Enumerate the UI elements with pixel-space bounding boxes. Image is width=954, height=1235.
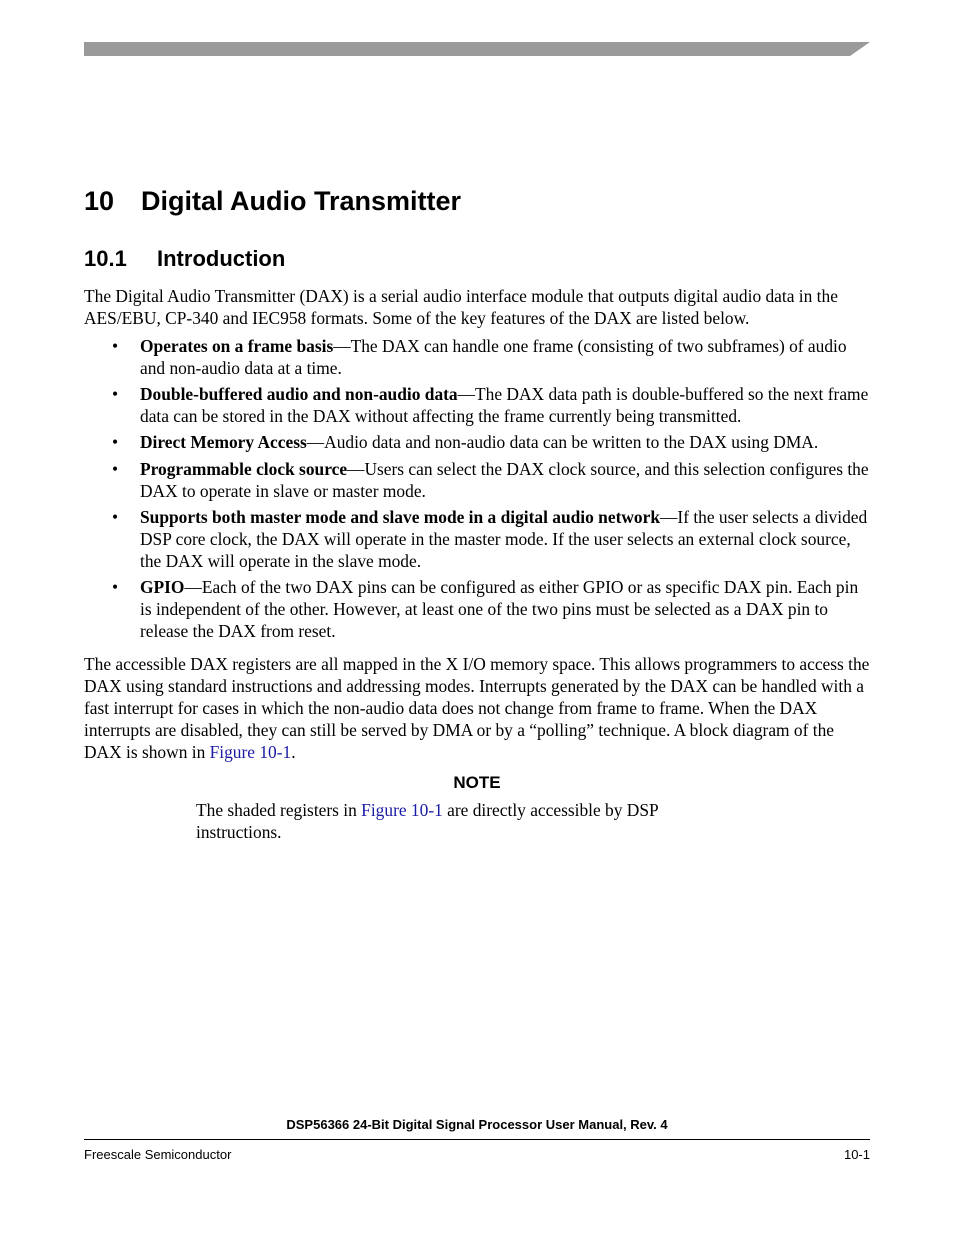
chapter-title — [84, 186, 461, 217]
feature-term: Double-buffered audio and non-audio data — [140, 384, 458, 404]
feature-term: Supports both master mode and slave mode in a digital audio network — [140, 507, 661, 527]
bullet-icon: • — [112, 507, 119, 527]
footer-divider — [84, 1139, 870, 1140]
feature-term: Programmable clock source — [140, 459, 348, 479]
figure-link[interactable]: Figure 10-1 — [209, 742, 292, 762]
note-text-before: The shaded registers in — [196, 800, 362, 820]
intro-paragraph: The Digital Audio Transmitter (DAX) is a serial audio interface module that outputs digital audio data in the AES/EBU, CP-340 and IEC958 formats. Some of the key features of the DAX are listed below. — [84, 286, 838, 328]
list-item — [84, 383, 874, 427]
list-item — [84, 335, 874, 379]
bullet-icon: • — [112, 336, 119, 356]
registers-paragraph-end: . — [291, 742, 296, 762]
feature-term: GPIO — [140, 577, 185, 597]
note-figure-link[interactable]: Figure 10-1 — [361, 800, 443, 820]
footer-company: Freescale Semiconductor — [84, 1147, 232, 1162]
page-number: 10-1 — [843, 1147, 870, 1162]
feature-description: —The DAX data path is double-buffered so the next frame data can be stored in the DAX without affecting the frame currently being transmitted. — [140, 384, 869, 426]
header-bar-shape — [84, 42, 870, 56]
section-title-text: Introduction — [157, 246, 286, 271]
section-number: 10.1 — [84, 246, 127, 271]
feature-description: —The DAX can handle one frame (consisting of two subframes) of audio and non-audio data at a time. — [140, 336, 847, 378]
chapter-number: 10 — [84, 186, 115, 216]
chapter-title-text: Digital Audio Transmitter — [141, 186, 462, 216]
bullet-icon: • — [112, 384, 119, 404]
footer-title: DSP56366 24-Bit Digital Signal Processor User Manual, Rev. 4 — [286, 1117, 668, 1132]
list-item — [84, 458, 874, 502]
feature-description: —Audio data and non-audio data can be written to the DAX using DMA. — [306, 432, 819, 452]
header-bar — [84, 42, 870, 56]
registers-paragraph — [84, 653, 874, 763]
feature-description: —Users can select the DAX clock source, and this selection configures the DAX to operate in slave or master mode. — [140, 459, 869, 501]
note-heading: NOTE — [453, 773, 501, 792]
feature-list — [84, 335, 874, 642]
note-text-after: are directly accessible by DSP instructions. — [196, 800, 659, 842]
registers-paragraph-text: The accessible DAX registers are all mapped in the X I/O memory space. This allows programmers to access the DAX using standard instructions and addressing modes. Interrupts generated by the DAX can be handled with a fast interrupt for cases in which the non-audio data does not change from frame to frame. When the DAX interrupts are disabled, they can still be served by DMA or by a “polling” technique. A block diagram of the DAX is shown in — [84, 654, 870, 762]
feature-description: —If the user selects a divided DSP core clock, the DAX will operate in the master mode. If the user selects an external clock source, the DAX will operate in the slave mode. — [140, 507, 868, 571]
section-title — [84, 246, 285, 272]
bullet-icon: • — [112, 459, 119, 479]
list-item — [84, 576, 874, 642]
feature-term: Direct Memory Access — [140, 432, 307, 452]
bullet-icon: • — [112, 577, 119, 597]
bullet-icon: • — [112, 432, 119, 452]
feature-term: Operates on a frame basis — [140, 336, 334, 356]
list-item — [84, 431, 874, 453]
list-item — [84, 506, 874, 572]
feature-description: —Each of the two DAX pins can be configured as either GPIO or as specific DAX pin. Each pin is independent of the other. However, at least one of the two pins must be selected as a DAX pin to release the DAX from reset. — [140, 577, 859, 641]
note-text — [196, 799, 706, 843]
